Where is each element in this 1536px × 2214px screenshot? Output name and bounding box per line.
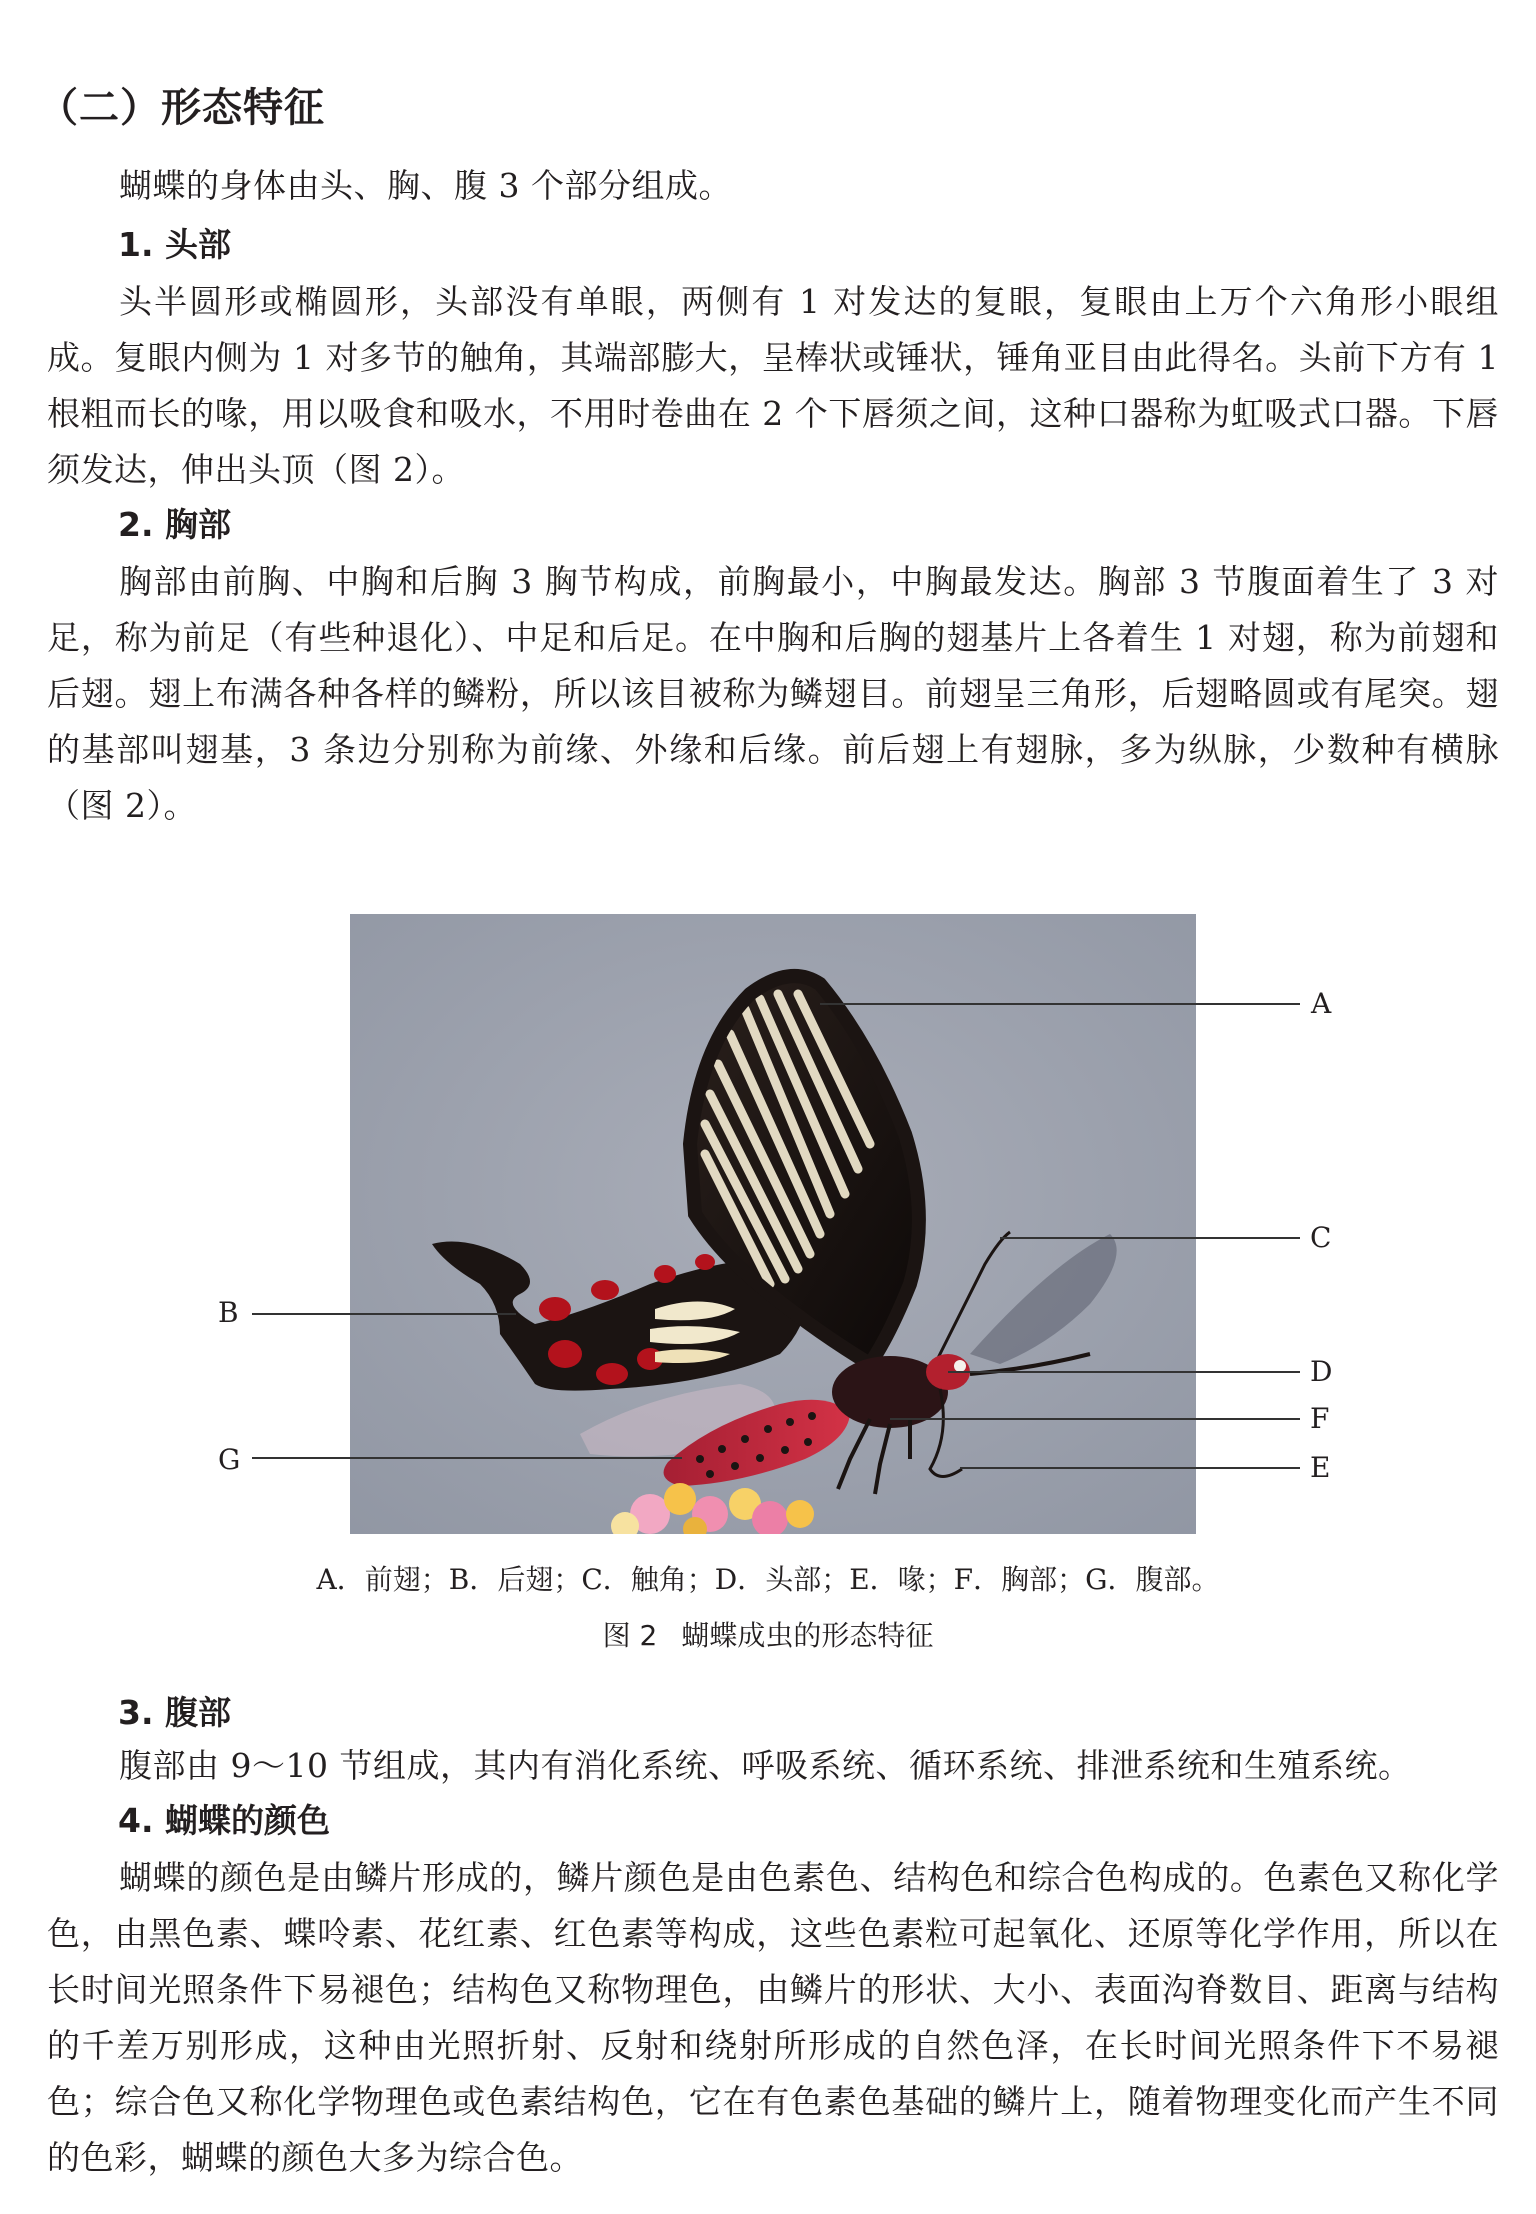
- leader-line-e: [960, 1467, 1300, 1469]
- leader-line-c: [1000, 1237, 1300, 1239]
- leader-line-g: [252, 1457, 682, 1459]
- thorax-heading: 2. 胸部: [118, 505, 231, 544]
- figure-caption: [0, 1618, 1536, 1654]
- label-f: F: [1310, 1402, 1330, 1435]
- figure-number: 图 2: [602, 1619, 658, 1652]
- figure-legend: A．前翅；B．后翅；C．触角；D．头部；E．喙；F．胸部；G．腹部。: [316, 1563, 1220, 1596]
- label-g: G: [218, 1443, 241, 1476]
- color-heading: 4. 蝴蝶的颜色: [118, 1801, 330, 1840]
- label-d: D: [1310, 1355, 1333, 1388]
- head-paragraph: 头半圆形或椭圆形，头部没有单眼，两侧有 1 对发达的复眼，复眼由上万个六角形小眼组成。复眼内侧为 1 对多节的触角，其端部膨大，呈棒状或锤状，锤角亚目由此得名。头前下方有 1 根粗而长的喙，用以吸食和吸水，不用时卷曲在 2 个下唇须之间，这种口器称为虹吸式口器。下唇须发达，伸出头顶（图 2）。: [47, 282, 1499, 489]
- label-b: B: [218, 1296, 239, 1329]
- intro-paragraph: 蝴蝶的身体由头、胸、腹 3 个部分组成。: [119, 166, 732, 205]
- leader-line-f: [890, 1418, 1300, 1420]
- butterfly-photo: [350, 914, 1196, 1534]
- leader-line-d: [948, 1371, 1300, 1373]
- label-a: A: [1311, 987, 1332, 1020]
- butterfly-illustration: [350, 914, 1196, 1534]
- head-heading: 1. 头部: [118, 225, 231, 264]
- leader-line-a: [820, 1003, 1300, 1005]
- leader-line-b: [252, 1313, 516, 1315]
- section-title: （二）形态特征: [38, 85, 325, 131]
- abdomen-paragraph: 腹部由 9～10 节组成，其内有消化系统、呼吸系统、循环系统、排泄系统和生殖系统。: [119, 1746, 1412, 1785]
- label-c: C: [1310, 1221, 1332, 1254]
- thorax-paragraph: 胸部由前胸、中胸和后胸 3 胸节构成，前胸最小，中胸最发达。胸部 3 节腹面着生了 3 对足，称为前足（有些种退化）、中足和后足。在中胸和后胸的翅基片上各着生 1 对翅，称为前翅和后翅。翅上布满各种各样的鳞粉，所以该目被称为鳞翅目。前翅呈三角形，后翅略圆或有尾突。翅的基部叫翅基，3 条边分别称为前缘、外缘和后缘。前后翅上有翅脉，多为纵脉，少数种有横脉（图 2）。: [47, 562, 1499, 825]
- label-e: E: [1310, 1451, 1331, 1484]
- abdomen-heading: 3. 腹部: [118, 1693, 231, 1732]
- figure-title: 蝴蝶成虫的形态特征: [681, 1619, 934, 1652]
- color-paragraph: 蝴蝶的颜色是由鳞片形成的，鳞片颜色是由色素色、结构色和综合色构成的。色素色又称化学色，由黑色素、蝶呤素、花红素、红色素等构成，这些色素粒可起氧化、还原等化学作用，所以在长时间光照条件下易褪色；结构色又称物理色，由鳞片的形状、大小、表面沟脊数目、距离与结构的千差万别形成，这种由光照折射、反射和绕射所形成的自然色泽，在长时间光照条件下不易褪色；综合色又称化学物理色或色素结构色，它在有色素色基础的鳞片上，随着物理变化而产生不同的色彩，蝴蝶的颜色大多为综合色。: [47, 1858, 1499, 2177]
